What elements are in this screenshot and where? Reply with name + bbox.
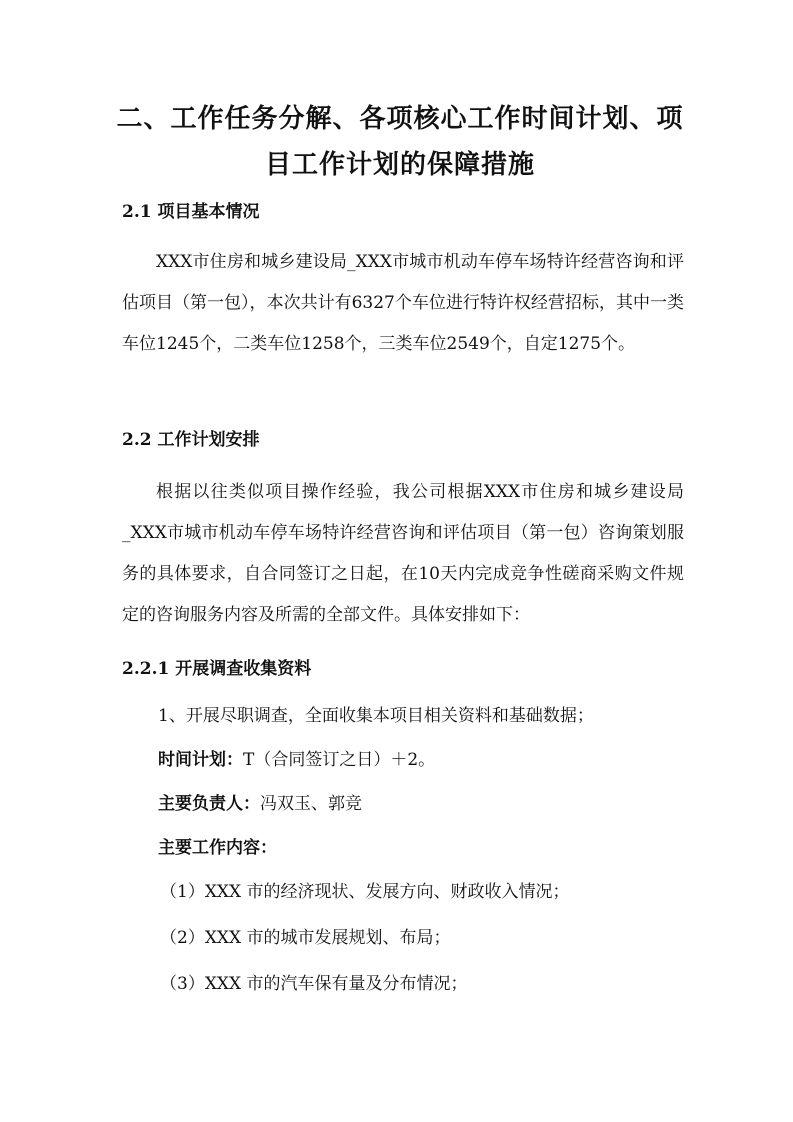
section-heading-2-2: 2.2 工作计划安排 (122, 430, 260, 450)
time-plan-line (158, 748, 435, 772)
task-line: 1、开展尽职调查，全面收集本项目相关资料和基础数据； (158, 706, 594, 726)
content-item: （2）XXX 市的城市发展规划、布局； (160, 928, 451, 948)
owner-label: 主要负责人： (158, 794, 260, 814)
page-title: 二、工作任务分解、各项核心工作时间计划、项目工作计划的保障措施 (116, 104, 684, 180)
owner-line (158, 792, 362, 816)
section-heading-2-2-1: 2.2.1 开展调查收集资料 (122, 659, 312, 679)
time-plan-value: T（合同签订之日）＋2。 (243, 750, 436, 770)
section-paragraph-2-2: 根据以往类似项目操作经验，我公司根据XXX市住房和城乡建设局_XXX市城市机动车停车场特许经营咨询和评估项目（第一包）咨询策划服务的具体要求，自合同签订之日起，在10天内完成竞争性磋商采购文件规定的咨询服务内容及所需的全部文件。具体安排如下： (122, 482, 684, 625)
time-plan-label: 时间计划： (158, 750, 243, 770)
owner-value: 冯双玉、郭竞 (260, 794, 362, 814)
content-item: （3）XXX 市的汽车保有量及分布情况； (160, 974, 468, 994)
content-item: （1）XXX 市的经济现状、发展方向、财政收入情况； (160, 882, 570, 902)
section-heading-2-1: 2.1 项目基本情况 (122, 202, 260, 222)
content-label: 主要工作内容： (158, 838, 277, 858)
section-paragraph-2-1: XXX市住房和城乡建设局_XXX市城市机动车停车场特许经营咨询和评估项目（第一包），本次共计有6327个车位进行特许权经营招标，其中一类车位1245个，二类车位1258个，三类车位2549个，自定1275个。 (122, 252, 684, 354)
